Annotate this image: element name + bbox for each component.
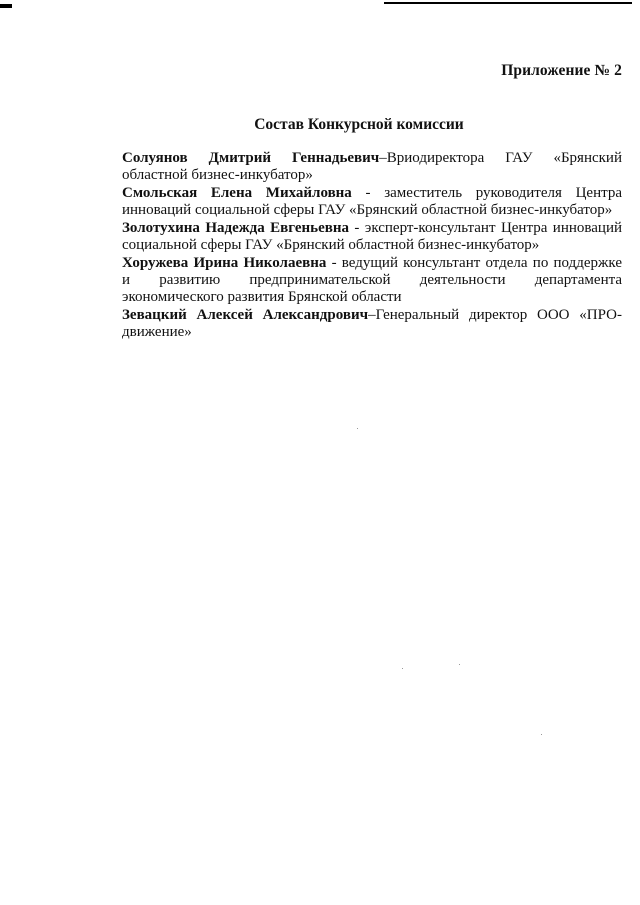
document-title: [0, 116, 640, 134]
commission-members-list: [122, 150, 622, 342]
member-entry: [122, 255, 622, 306]
appendix-label: Приложение № 2: [501, 62, 622, 79]
member-separator: -: [351, 185, 385, 201]
member-name: Золотухина Надежда Евгеньевна: [122, 220, 349, 236]
scan-dust: [541, 734, 542, 735]
member-separator: -: [326, 255, 342, 271]
member-entry: [122, 150, 622, 184]
member-description: Генеральный директор ООО «ПРО-движение»: [122, 307, 622, 340]
member-description: Вриодиректора ГАУ «Брянский областной бизнес-инкубатор»: [122, 150, 622, 183]
member-separator: –: [368, 307, 376, 323]
member-name: Зевацкий Алексей Александрович: [122, 307, 369, 323]
scan-artifact-top-line: [384, 2, 632, 4]
member-separator: -: [349, 220, 365, 236]
scan-dust: [402, 668, 403, 669]
member-description: эксперт-консультант Центра инноваций социальной сферы ГАУ «Брянский областной бизнес-инкубатор»: [122, 220, 622, 253]
member-name: Смольская Елена Михайловна: [122, 185, 352, 201]
scan-dust: [459, 664, 460, 665]
member-entry: [122, 220, 622, 254]
document-title-text: Состав Конкурсной комиссии: [254, 116, 464, 133]
member-separator: –: [379, 150, 387, 166]
member-entry: [122, 307, 622, 341]
member-description: заместитель руководителя Центра инноваций социальной сферы ГАУ «Брянский областной бизнес-инкубатор»: [122, 185, 622, 218]
scan-dust: [357, 428, 358, 429]
member-name: Хоружева Ирина Николаевна: [122, 255, 327, 271]
member-entry: [122, 185, 622, 219]
scan-artifact-left: [0, 4, 12, 8]
member-name: Солуянов Дмитрий Геннадьевич: [122, 150, 380, 166]
member-description: ведущий консультант отдела по поддержке и развитию предпринимательской деятельности департамента экономического развития Брянской области: [122, 255, 622, 305]
